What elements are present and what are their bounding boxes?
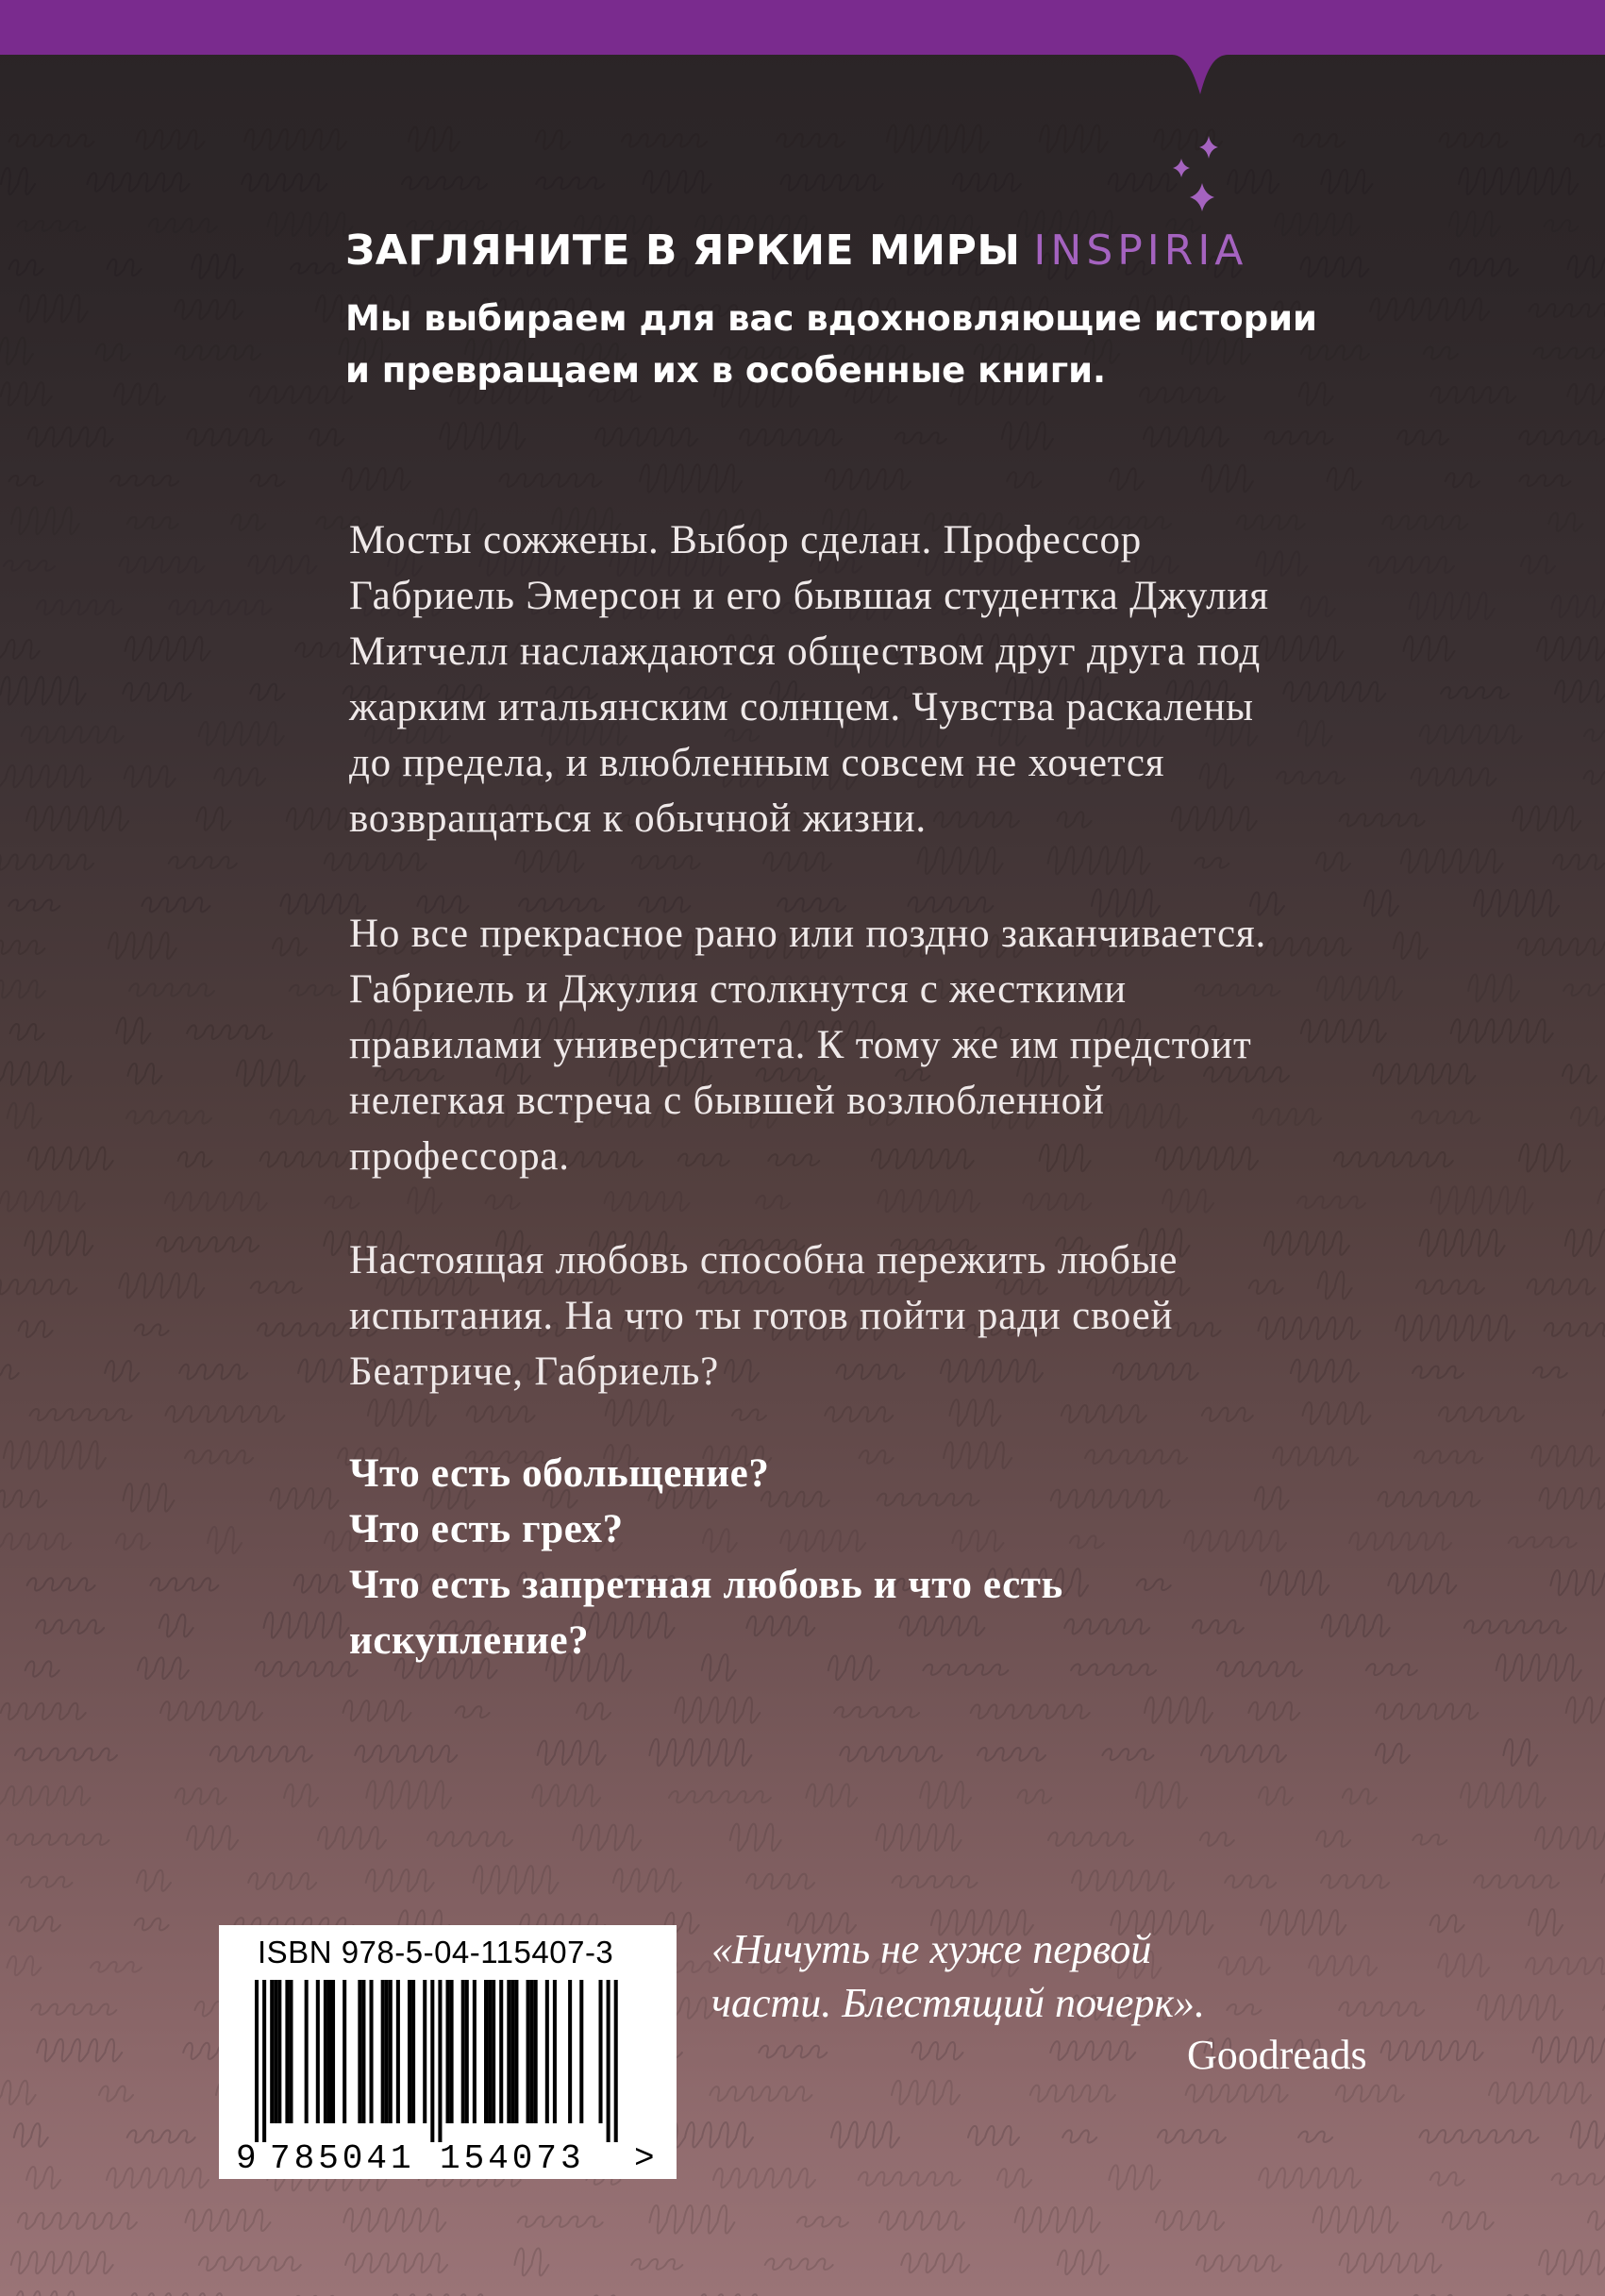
barcode-bar [579,1980,583,2123]
question-line: Что есть обольщение? [349,1451,770,1496]
barcode-bar [530,1980,534,2123]
barcode-bar [599,1980,603,2123]
questions-block [349,1446,1444,1668]
purple-top-band [0,0,1605,123]
handwriting-line [8,1824,1605,1852]
question-line: Что есть запретная любовь и что есть [349,1563,1063,1607]
brand-name: INSPIRIA [1033,226,1248,275]
series-title: ЗАГЛЯНИТЕ В ЯРКИЕ МИРЫ [345,226,1021,275]
description-paragraph [349,906,1444,1184]
barcode-bar [484,1980,488,2123]
quote-line: «Ничуть не хуже первой [711,1926,1152,1972]
paragraph-line: испытания. На что ты готов пойти ради своей [349,1294,1174,1338]
barcode-bar [438,1980,442,2142]
barcode-bar [499,1980,503,2123]
paragraph-line: Настоящая любовь способна пережить любые [349,1238,1179,1282]
barcode-digits-left: 785041 [270,2139,415,2178]
barcode-bar [446,1980,450,2123]
handwriting-line [8,125,1605,152]
barcode-bar [316,1980,320,2123]
paragraph-line: нелегкая встреча с бывшей возлюбленной [349,1079,1105,1123]
barcode-bar [473,1980,476,2123]
barcode-bar [396,1980,400,2123]
handwriting-line [28,422,1605,449]
barcode-bar [358,1980,361,2123]
barcode-bar [381,1980,385,2123]
review-quote [711,1922,1485,2030]
barcode-bar [568,1980,572,2123]
paragraph-line: Митчелл наслаждаются обществом друг друга под [349,629,1262,674]
barcode-bar [510,1980,514,2123]
barcode-bar [289,1980,293,2123]
barcode-bar [385,1980,389,2123]
handwriting-line [0,846,1604,874]
description-paragraph [349,512,1444,846]
handwriting-line [1,168,1578,194]
series-heading [345,226,1247,275]
paragraph-line: до предела, и влюбленным совсем не хочется [349,741,1165,785]
paragraph-line: Габриель и Джулия столкнутся с жесткими [349,967,1127,1012]
barcode-bar [607,1980,610,2142]
paragraph-line: жарким итальянским солнцем. Чувства раскалены [349,685,1254,729]
handwriting-line [0,1186,1605,1214]
paragraph-line: профессора. [349,1134,570,1179]
barcode-bar [255,1980,259,2142]
handwriting-line [30,1399,1605,1426]
handwriting-line [22,1866,1605,1893]
barcode-bar [274,1980,277,2123]
barcode-bar [553,1980,557,2123]
barcode-bar [507,1980,510,2123]
barcode-bar [327,1980,331,2123]
barcode-bar [488,1980,492,2123]
tagline-line: и превращаем их в особенные книги. [345,350,1107,391]
sparkle-icon [1166,130,1232,217]
handwriting-line [15,1738,1605,1766]
question-line: искупление? [349,1618,590,1663]
barcode-bar [430,1980,434,2142]
paragraph-line: правилами университета. К тому же им предстоит [349,1023,1252,1067]
handwriting-line [11,2248,1605,2275]
handwriting-line [0,1781,1546,1808]
barcode-bar [324,1980,327,2123]
handwriting-line [1,1697,1605,1722]
barcode-digits-right: 154073 [440,2139,585,2178]
barcode-bar [465,1980,469,2123]
barcode-bar [423,1980,426,2123]
barcode-bar [450,1980,454,2123]
handwriting-line [9,464,1571,492]
barcode-bar [370,1980,374,2123]
barcode-bar [411,1980,415,2123]
paragraph-line: Мосты сожжены. Выбор сделан. Профессор [349,518,1143,562]
barcode-bar [270,1980,274,2123]
barcode-panel [219,1925,677,2179]
barcode-bar [534,1980,538,2123]
tagline-line: Мы выбираем для вас вдохновляющие истории [345,298,1317,339]
series-tagline [345,293,1383,396]
quote-line: части. Блестящий почерк». [711,1980,1205,2026]
isbn-text: ISBN 978-5-04-115407-3 [258,1935,614,1969]
barcode-bar [277,1980,281,2123]
barcode-bar [514,1980,518,2123]
handwriting-line [18,2205,1605,2234]
barcode-bar [285,1980,289,2123]
barcode-bar [389,1980,393,2123]
barcode-bar [545,1980,549,2123]
barcode-bar [262,1980,266,2142]
quote-source: Goodreads [1187,2032,1367,2078]
barcode-bar [461,1980,465,2123]
paragraph-line: возвращаться к обычной жизни. [349,796,927,841]
barcode-bar [305,1980,309,2123]
barcode-bar [361,1980,365,2123]
barcode-bar [614,1980,618,2142]
handwriting-line [14,2291,1588,2296]
barcode-bar [492,1980,495,2123]
barcode-bar [331,1980,335,2123]
barcode-bar [343,1980,346,2123]
paragraph-line: Но все прекрасное рано или поздно заканчивается. [349,912,1267,956]
barcode-digit-prefix: 9 [236,2139,257,2178]
question-line: Что есть грех? [349,1507,624,1551]
barcode-bar [408,1980,411,2123]
barcode [219,1925,677,2179]
barcode-bar [527,1980,530,2123]
paragraph-line: Беатриче, Габриель? [349,1349,720,1394]
paragraph-line: Габриель Эмерсон и его бывшая студентка Джулия [349,574,1269,618]
description-paragraph [349,1232,1444,1399]
barcode-quiet-zone-marker: > [634,2139,655,2178]
